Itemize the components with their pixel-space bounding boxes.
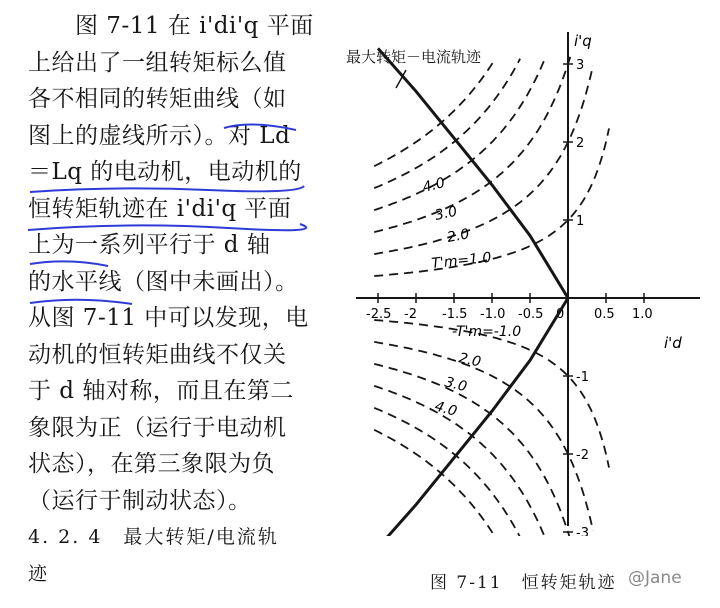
paragraph-line: 象限为正（运行于电动机 (28, 414, 287, 441)
positive-torque-curve (374, 128, 609, 276)
paragraph-line: 的水平线（图中未画出）。 (28, 268, 299, 295)
x-tick-label: -1.0 (480, 307, 506, 322)
y-tick-label: 1 (576, 214, 585, 229)
negative-torque-curve (374, 408, 520, 536)
paragraph-line: 上为一系列平行于 d 轴 (28, 232, 271, 258)
y-tick-label: 2 (576, 136, 585, 151)
torque-label-1: T'm=1.0 (430, 249, 493, 272)
mtpa-label: 最大转矩－电流轨迹 (346, 48, 482, 66)
section-heading: 4. 2. 4 最大转矩/电流轨 (28, 526, 279, 548)
positive-torque-curve (374, 59, 520, 188)
negative-torque-curve (374, 364, 570, 536)
textbook-paragraph (28, 8, 318, 592)
paragraph-line: 于 d 轴对称，而且在第二 (28, 378, 294, 404)
d-axis-label: i'd (664, 334, 682, 352)
x-tick-label: -0.5 (518, 307, 544, 322)
x-tick-label: -2 (404, 307, 417, 322)
paragraph-line: ＝Lq 的电动机，电动机的 (28, 159, 302, 185)
y-tick-label: -1 (576, 370, 589, 385)
x-tick-label: 0.5 (594, 307, 615, 322)
paragraph-line: 恒转矩轨迹在 i'di'q 平面 (28, 195, 292, 222)
y-tick-label: -3 (576, 526, 589, 536)
paragraph-line: 从图 7-11 中可以发现，电 (28, 305, 309, 331)
positive-torque-curve (374, 57, 570, 232)
paragraph-line: 图 7-11 在 i'di'q 平面 (28, 13, 314, 39)
figure-caption: 图 7-11 恒转矩轨迹 (430, 573, 617, 593)
section-heading-continued: 迹 (28, 562, 50, 585)
mtpa-trajectory-line (378, 48, 568, 536)
torque-label-neg-2: 2.0 (457, 350, 483, 371)
torque-label-4: 4.0 (421, 174, 447, 196)
x-tick-label: -1.5 (442, 307, 468, 322)
negative-torque-curve (374, 342, 593, 531)
x-tick-label: 1.0 (632, 307, 653, 322)
y-tick-label: 3 (576, 58, 585, 73)
negative-torque-curves (374, 320, 609, 536)
watermark: @Jane (628, 568, 682, 588)
q-axis-label: i'q (574, 32, 592, 50)
paragraph-line: 动机的恒转矩曲线不仅关 (28, 341, 287, 368)
negative-torque-curve (374, 320, 609, 468)
positive-torque-curve (374, 65, 593, 254)
torque-label-2: 2.0 (445, 226, 471, 246)
paragraph-line: 图上的虚线所示）。对 Ld (28, 122, 291, 149)
torque-label-neg-4: 4.0 (432, 398, 459, 420)
negative-torque-curve (374, 386, 545, 536)
paragraph-line: 状态），在第三象限为负 (28, 451, 275, 477)
paragraph-line: （运行于制动状态）。 (28, 487, 252, 514)
y-tick-label: -2 (576, 448, 589, 463)
torque-trajectory-figure (340, 26, 712, 536)
x-tick-label: -2.5 (366, 307, 392, 322)
torque-label-3: 3.0 (433, 203, 459, 224)
torque-label-neg-3: 3.0 (443, 374, 469, 396)
x-tick-label: 0 (556, 307, 565, 322)
torque-label-neg-1: -T'm=-1.0 (452, 324, 522, 340)
paragraph-line: 上给出了一组转矩标么值 (28, 49, 287, 76)
positive-torque-curves (374, 57, 609, 276)
paragraph-line: 各不相同的转矩曲线（如 (28, 86, 287, 112)
